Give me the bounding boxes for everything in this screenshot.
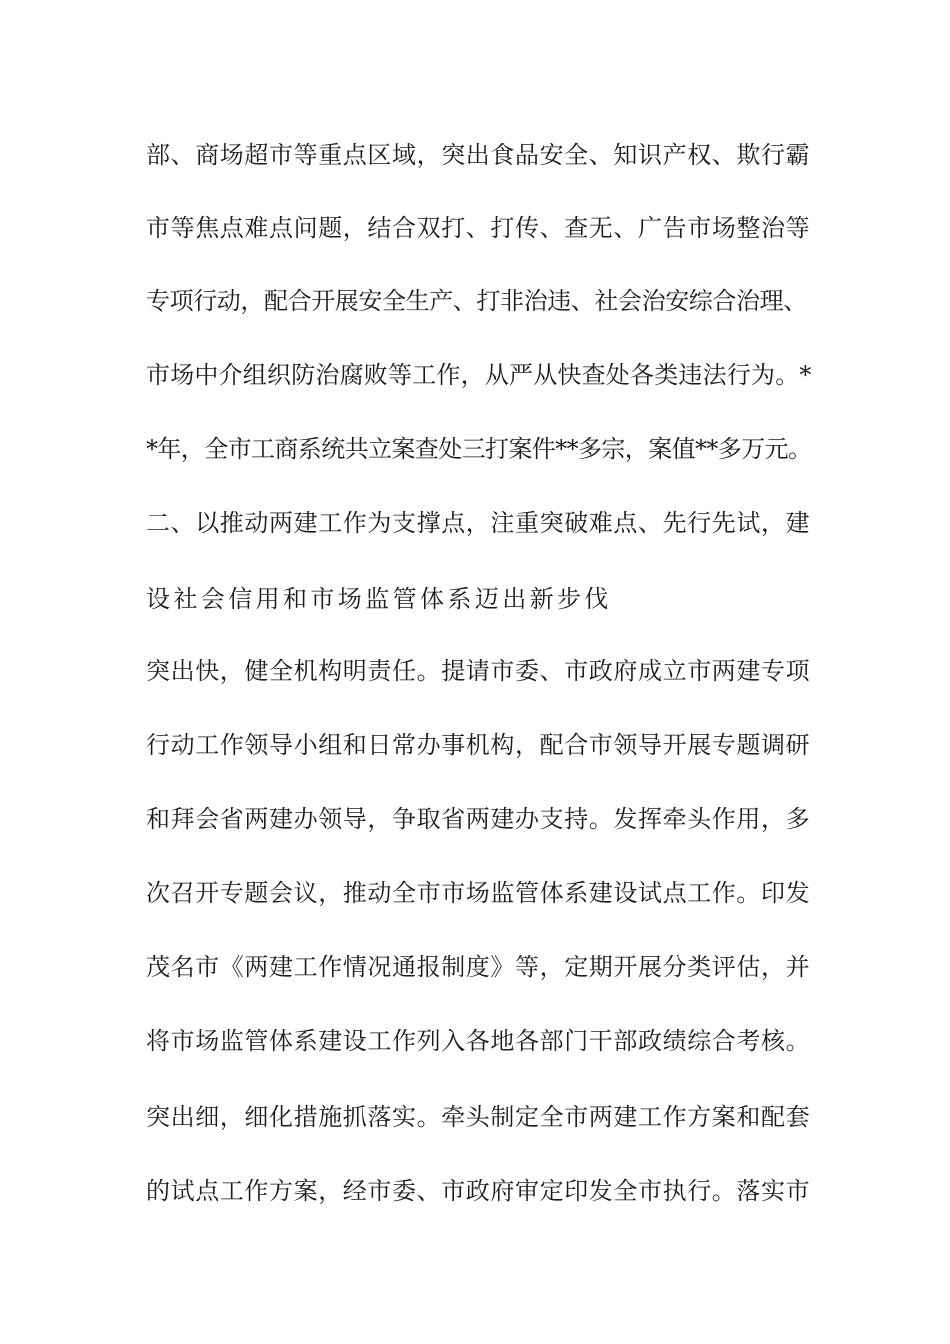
body-text-line: *年，全市工商系统共立案查处三打案件**多宗，案值**多万元。: [146, 435, 812, 463]
body-text-line: 突出细，细化措施抓落实。牵头制定全市两建工作方案和配套: [146, 1103, 811, 1131]
body-text-line: 和拜会省两建办领导，争取省两建办支持。发挥牵头作用，多: [146, 805, 811, 833]
section-heading-line: 设社会信用和市场监管体系迈出新步伐: [146, 585, 612, 613]
section-heading-line: 二、以推动两建工作为支撑点，注重突破难点、先行先试，建: [146, 509, 811, 537]
body-text-line: 市场中介组织防治腐败等工作，从严从快查处各类违法行为。*: [146, 361, 812, 389]
body-text-line: 的试点工作方案，经市委、市政府审定印发全市执行。落实市: [146, 1177, 811, 1205]
body-text-line: 部、商场超市等重点区域，突出食品安全、知识产权、欺行霸: [146, 141, 811, 169]
body-text-line: 专项行动，配合开展安全生产、打非治违、社会治安综合治理、: [146, 287, 807, 315]
body-text-line: 茂名市《两建工作情况通报制度》等，定期开展分类评估，并: [146, 953, 811, 981]
body-text-line: 市等焦点难点问题，结合双打、打传、查无、广告市场整治等: [146, 214, 811, 242]
body-text-line: 突出快，健全机构明责任。提请市委、市政府成立市两建专项: [146, 657, 811, 685]
body-text-line: 将市场监管体系建设工作列入各地各部门干部政绩综合考核。: [146, 1027, 811, 1055]
body-text-line: 行动工作领导小组和日常办事机构，配合市领导开展专题调研: [146, 731, 811, 759]
body-text-line: 次召开专题会议，推动全市市场监管体系建设试点工作。印发: [146, 879, 811, 907]
